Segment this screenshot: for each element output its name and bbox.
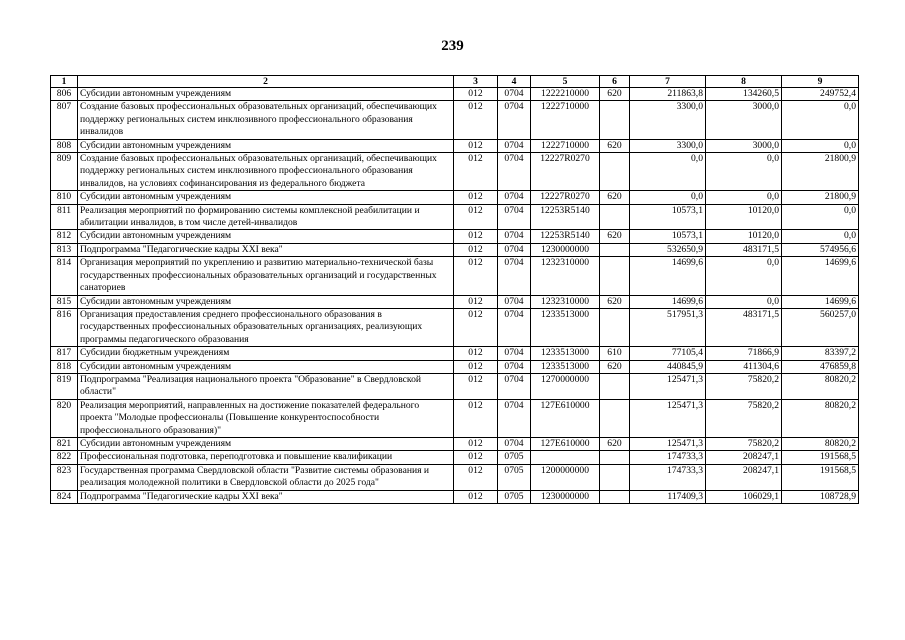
row-amount-year-3: 0,0 bbox=[782, 139, 859, 152]
row-number: 823 bbox=[51, 464, 78, 490]
row-amount-year-2: 71866,9 bbox=[706, 347, 782, 360]
row-amount-year-2: 0,0 bbox=[706, 257, 782, 295]
row-amount-year-3: 191568,5 bbox=[782, 451, 859, 464]
row-number: 814 bbox=[51, 257, 78, 295]
row-amount-year-2: 208247,1 bbox=[706, 451, 782, 464]
table-row bbox=[51, 191, 859, 204]
row-target-code: 12253R5140 bbox=[531, 204, 600, 230]
row-expense-type bbox=[600, 243, 630, 256]
row-name: Субсидии автономным учреждениям bbox=[78, 139, 454, 152]
row-amount-year-2: 208247,1 bbox=[706, 464, 782, 490]
table-row bbox=[51, 243, 859, 256]
row-expense-type: 620 bbox=[600, 88, 630, 101]
row-admin-code: 012 bbox=[454, 490, 498, 503]
table-row bbox=[51, 295, 859, 308]
table-row bbox=[51, 230, 859, 243]
row-expense-type bbox=[600, 257, 630, 295]
row-amount-year-3: 249752,4 bbox=[782, 88, 859, 101]
row-name: Субсидии автономным учреждениям bbox=[78, 437, 454, 450]
row-target-code: 12227R0270 bbox=[531, 153, 600, 191]
row-admin-code: 012 bbox=[454, 101, 498, 139]
row-expense-type bbox=[600, 464, 630, 490]
header-col-5: 5 bbox=[531, 76, 600, 88]
row-amount-year-2: 106029,1 bbox=[706, 490, 782, 503]
table-row bbox=[51, 101, 859, 139]
row-admin-code: 012 bbox=[454, 191, 498, 204]
table-row bbox=[51, 451, 859, 464]
row-name: Подпрограмма "Педагогические кадры XXI века" bbox=[78, 243, 454, 256]
row-admin-code: 012 bbox=[454, 308, 498, 346]
row-number: 822 bbox=[51, 451, 78, 464]
row-amount-year-2: 75820,2 bbox=[706, 437, 782, 450]
table-row bbox=[51, 308, 859, 346]
budget-table bbox=[50, 75, 859, 504]
header-col-1: 1 bbox=[51, 76, 78, 88]
table-row bbox=[51, 464, 859, 490]
row-amount-year-3: 0,0 bbox=[782, 204, 859, 230]
row-expense-type bbox=[600, 399, 630, 437]
row-amount-year-3: 0,0 bbox=[782, 230, 859, 243]
row-expense-type bbox=[600, 204, 630, 230]
row-section-code: 0705 bbox=[498, 490, 531, 503]
row-section-code: 0704 bbox=[498, 101, 531, 139]
row-section-code: 0705 bbox=[498, 464, 531, 490]
row-name: Реализация мероприятий по формированию системы комплексной реабилитации и абилитации инвалидов, в том числе детей-инвалидов bbox=[78, 204, 454, 230]
table-row bbox=[51, 257, 859, 295]
row-amount-year-1: 0,0 bbox=[630, 191, 706, 204]
row-target-code: 1233513000 bbox=[531, 360, 600, 373]
row-section-code: 0705 bbox=[498, 451, 531, 464]
row-amount-year-1: 14699,6 bbox=[630, 295, 706, 308]
row-name: Государственная программа Свердловской области "Развитие системы образования и реализация молодежной политики в Свердловской области до 2025 года" bbox=[78, 464, 454, 490]
header-col-2: 2 bbox=[78, 76, 454, 88]
table-row bbox=[51, 153, 859, 191]
row-amount-year-3: 191568,5 bbox=[782, 464, 859, 490]
table-body bbox=[51, 88, 859, 504]
row-amount-year-2: 3000,0 bbox=[706, 101, 782, 139]
row-section-code: 0704 bbox=[498, 308, 531, 346]
row-expense-type: 620 bbox=[600, 360, 630, 373]
row-amount-year-1: 10573,1 bbox=[630, 204, 706, 230]
row-amount-year-1: 174733,3 bbox=[630, 464, 706, 490]
row-number: 811 bbox=[51, 204, 78, 230]
row-admin-code: 012 bbox=[454, 139, 498, 152]
row-expense-type: 620 bbox=[600, 191, 630, 204]
row-expense-type bbox=[600, 153, 630, 191]
row-number: 808 bbox=[51, 139, 78, 152]
row-name: Организация мероприятий по укреплению и развитию материально-технической базы государственных профессиональных образовательных организаций и государственных санаториев bbox=[78, 257, 454, 295]
row-expense-type bbox=[600, 308, 630, 346]
row-section-code: 0704 bbox=[498, 360, 531, 373]
header-col-3: 3 bbox=[454, 76, 498, 88]
row-amount-year-1: 211863,8 bbox=[630, 88, 706, 101]
row-expense-type: 620 bbox=[600, 295, 630, 308]
row-target-code: 127E610000 bbox=[531, 399, 600, 437]
header-col-8: 8 bbox=[706, 76, 782, 88]
row-target-code: 127E610000 bbox=[531, 437, 600, 450]
row-target-code: 1233513000 bbox=[531, 308, 600, 346]
row-name: Субсидии бюджетным учреждениям bbox=[78, 347, 454, 360]
header-col-6: 6 bbox=[600, 76, 630, 88]
row-section-code: 0704 bbox=[498, 347, 531, 360]
row-amount-year-1: 0,0 bbox=[630, 153, 706, 191]
row-admin-code: 012 bbox=[454, 437, 498, 450]
row-admin-code: 012 bbox=[454, 373, 498, 399]
row-amount-year-2: 483171,5 bbox=[706, 308, 782, 346]
row-section-code: 0704 bbox=[498, 88, 531, 101]
row-number: 820 bbox=[51, 399, 78, 437]
row-admin-code: 012 bbox=[454, 88, 498, 101]
row-number: 809 bbox=[51, 153, 78, 191]
row-amount-year-2: 483171,5 bbox=[706, 243, 782, 256]
table-row bbox=[51, 490, 859, 503]
row-amount-year-2: 3000,0 bbox=[706, 139, 782, 152]
row-amount-year-3: 21800,9 bbox=[782, 191, 859, 204]
row-amount-year-2: 0,0 bbox=[706, 153, 782, 191]
row-target-code: 1270000000 bbox=[531, 373, 600, 399]
row-admin-code: 012 bbox=[454, 399, 498, 437]
row-amount-year-1: 77105,4 bbox=[630, 347, 706, 360]
row-amount-year-3: 574956,6 bbox=[782, 243, 859, 256]
row-section-code: 0704 bbox=[498, 153, 531, 191]
row-section-code: 0704 bbox=[498, 373, 531, 399]
row-amount-year-1: 174733,3 bbox=[630, 451, 706, 464]
header-col-7: 7 bbox=[630, 76, 706, 88]
row-name: Подпрограмма "Реализация национального проекта "Образование" в Свердловской области" bbox=[78, 373, 454, 399]
row-target-code: 1200000000 bbox=[531, 464, 600, 490]
row-number: 816 bbox=[51, 308, 78, 346]
row-admin-code: 012 bbox=[454, 230, 498, 243]
row-target-code: 1222710000 bbox=[531, 139, 600, 152]
row-admin-code: 012 bbox=[454, 153, 498, 191]
row-amount-year-2: 10120,0 bbox=[706, 204, 782, 230]
row-name: Создание базовых профессиональных образовательных организаций, обеспечивающих поддержку региональных систем инклюзивного профессионального образования инвалидов, на условиях софинансирования из федерального бюджета bbox=[78, 153, 454, 191]
row-name: Субсидии автономным учреждениям bbox=[78, 88, 454, 101]
table-row bbox=[51, 204, 859, 230]
row-name: Организация предоставления среднего профессионального образования в государственных профессиональных образовательных организациях, реализующих программы педагогического образования bbox=[78, 308, 454, 346]
row-amount-year-3: 108728,9 bbox=[782, 490, 859, 503]
table-header-row bbox=[51, 76, 859, 88]
row-amount-year-2: 75820,2 bbox=[706, 373, 782, 399]
row-target-code: 1222710000 bbox=[531, 101, 600, 139]
row-section-code: 0704 bbox=[498, 191, 531, 204]
row-name: Профессиональная подготовка, переподготовка и повышение квалификации bbox=[78, 451, 454, 464]
row-admin-code: 012 bbox=[454, 464, 498, 490]
row-section-code: 0704 bbox=[498, 295, 531, 308]
row-name: Подпрограмма "Педагогические кадры XXI века" bbox=[78, 490, 454, 503]
row-expense-type: 620 bbox=[600, 139, 630, 152]
row-admin-code: 012 bbox=[454, 451, 498, 464]
row-amount-year-3: 80820,2 bbox=[782, 373, 859, 399]
row-number: 817 bbox=[51, 347, 78, 360]
row-target-code: 12227R0270 bbox=[531, 191, 600, 204]
row-target-code: 1230000000 bbox=[531, 490, 600, 503]
header-col-4: 4 bbox=[498, 76, 531, 88]
row-name: Субсидии автономным учреждениям bbox=[78, 230, 454, 243]
row-amount-year-1: 517951,3 bbox=[630, 308, 706, 346]
row-amount-year-1: 10573,1 bbox=[630, 230, 706, 243]
row-number: 815 bbox=[51, 295, 78, 308]
row-number: 807 bbox=[51, 101, 78, 139]
row-amount-year-1: 125471,3 bbox=[630, 399, 706, 437]
row-section-code: 0704 bbox=[498, 230, 531, 243]
row-amount-year-1: 3300,0 bbox=[630, 139, 706, 152]
row-amount-year-1: 125471,3 bbox=[630, 437, 706, 450]
row-target-code: 1232310000 bbox=[531, 295, 600, 308]
row-amount-year-2: 0,0 bbox=[706, 191, 782, 204]
row-amount-year-3: 80820,2 bbox=[782, 437, 859, 450]
row-admin-code: 012 bbox=[454, 243, 498, 256]
row-target-code: 1222210000 bbox=[531, 88, 600, 101]
row-amount-year-1: 440845,9 bbox=[630, 360, 706, 373]
row-amount-year-1: 3300,0 bbox=[630, 101, 706, 139]
row-amount-year-3: 83397,2 bbox=[782, 347, 859, 360]
row-name: Создание базовых профессиональных образовательных организаций, обеспечивающих поддержку региональных систем инклюзивного профессионального образования инвалидов bbox=[78, 101, 454, 139]
table-row bbox=[51, 373, 859, 399]
row-amount-year-1: 532650,9 bbox=[630, 243, 706, 256]
row-number: 819 bbox=[51, 373, 78, 399]
row-admin-code: 012 bbox=[454, 295, 498, 308]
row-expense-type bbox=[600, 101, 630, 139]
row-expense-type: 620 bbox=[600, 437, 630, 450]
row-amount-year-3: 476859,8 bbox=[782, 360, 859, 373]
row-admin-code: 012 bbox=[454, 360, 498, 373]
table-row bbox=[51, 347, 859, 360]
row-amount-year-3: 14699,6 bbox=[782, 257, 859, 295]
row-number: 818 bbox=[51, 360, 78, 373]
row-number: 810 bbox=[51, 191, 78, 204]
row-amount-year-1: 14699,6 bbox=[630, 257, 706, 295]
row-admin-code: 012 bbox=[454, 347, 498, 360]
row-name: Субсидии автономным учреждениям bbox=[78, 295, 454, 308]
table-row bbox=[51, 399, 859, 437]
row-number: 812 bbox=[51, 230, 78, 243]
row-amount-year-2: 411304,6 bbox=[706, 360, 782, 373]
row-expense-type bbox=[600, 490, 630, 503]
row-amount-year-2: 0,0 bbox=[706, 295, 782, 308]
row-target-code: 1232310000 bbox=[531, 257, 600, 295]
row-number: 813 bbox=[51, 243, 78, 256]
table-row bbox=[51, 139, 859, 152]
page-number: 239 bbox=[441, 38, 464, 54]
row-amount-year-2: 75820,2 bbox=[706, 399, 782, 437]
row-number: 821 bbox=[51, 437, 78, 450]
row-target-code bbox=[531, 451, 600, 464]
row-amount-year-3: 21800,9 bbox=[782, 153, 859, 191]
row-target-code: 1230000000 bbox=[531, 243, 600, 256]
row-admin-code: 012 bbox=[454, 257, 498, 295]
row-section-code: 0704 bbox=[498, 399, 531, 437]
row-amount-year-3: 560257,0 bbox=[782, 308, 859, 346]
row-target-code: 1233513000 bbox=[531, 347, 600, 360]
table-row bbox=[51, 360, 859, 373]
row-amount-year-2: 10120,0 bbox=[706, 230, 782, 243]
row-amount-year-3: 14699,6 bbox=[782, 295, 859, 308]
row-amount-year-3: 80820,2 bbox=[782, 399, 859, 437]
row-admin-code: 012 bbox=[454, 204, 498, 230]
row-section-code: 0704 bbox=[498, 139, 531, 152]
row-name: Реализация мероприятий, направленных на достижение показателей федерального проекта "Молодые профессионалы (Повышение конкурентоспособности профессионального образования)" bbox=[78, 399, 454, 437]
header-col-9: 9 bbox=[782, 76, 859, 88]
table-row bbox=[51, 88, 859, 101]
row-expense-type: 620 bbox=[600, 230, 630, 243]
row-expense-type: 610 bbox=[600, 347, 630, 360]
row-section-code: 0704 bbox=[498, 204, 531, 230]
row-name: Субсидии автономным учреждениям bbox=[78, 360, 454, 373]
row-section-code: 0704 bbox=[498, 243, 531, 256]
row-number: 824 bbox=[51, 490, 78, 503]
row-amount-year-2: 134260,5 bbox=[706, 88, 782, 101]
row-name: Субсидии автономным учреждениям bbox=[78, 191, 454, 204]
row-number: 806 bbox=[51, 88, 78, 101]
row-amount-year-1: 125471,3 bbox=[630, 373, 706, 399]
table-row bbox=[51, 437, 859, 450]
row-section-code: 0704 bbox=[498, 437, 531, 450]
row-expense-type bbox=[600, 451, 630, 464]
row-section-code: 0704 bbox=[498, 257, 531, 295]
row-target-code: 12253R5140 bbox=[531, 230, 600, 243]
row-amount-year-3: 0,0 bbox=[782, 101, 859, 139]
row-amount-year-1: 117409,3 bbox=[630, 490, 706, 503]
row-expense-type bbox=[600, 373, 630, 399]
